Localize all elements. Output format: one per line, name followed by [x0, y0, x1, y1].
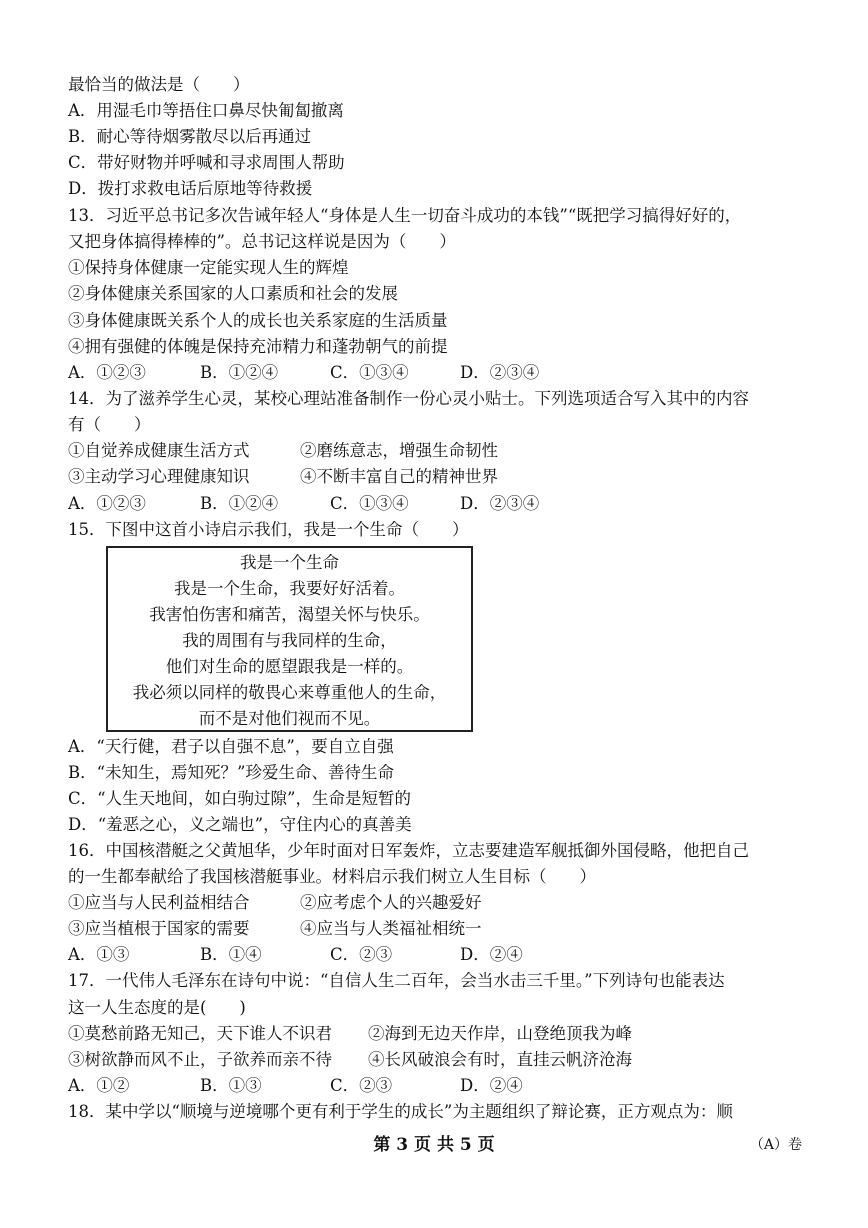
q17-items-row-2 [68, 1047, 806, 1073]
q13-option-b: B．①②④ [200, 363, 279, 382]
q13-stem-line-2: 又把身体搞得棒棒的”。总书记这样说是因为（ ） [68, 232, 456, 251]
q13-option-a: A．①②③ [68, 363, 146, 382]
q12-stem-tail: 最恰当的做法是（ ） [68, 75, 250, 94]
q16-items-row-1 [68, 890, 806, 916]
q13-option-d: D．②③④ [460, 363, 540, 382]
q17-stem-line-2: 这一人生态度的是( ) [68, 998, 246, 1017]
poem-line: 我必须以同样的敬畏心来尊重他人的生命， [132, 683, 447, 702]
q16-items-row-2 [68, 916, 806, 942]
q17-item-1: ①莫愁前路无知己，天下谁人不识君 [68, 1024, 332, 1043]
poem-box [106, 546, 473, 732]
paper-version: （A）卷 [749, 1137, 802, 1153]
q13-stem-line-1: 13．习近平总书记多次告诫年轻人“身体是人生一切奋斗成功的本钱”“既把学习搞得好好的， [68, 206, 742, 225]
q14-option-a: A．①②③ [68, 494, 146, 513]
q16-stem-line-1: 16．中国核潜艇之父黄旭华，少年时面对日军轰炸，立志要建造军舰抵御外国侵略，他把自己 [68, 841, 749, 860]
q18-stem: 18．某中学以“顺境与逆境哪个更有利于学生的成长”为主题组织了辩论赛，正方观点为：顺 [68, 1102, 733, 1121]
q14-item-4: ④不断丰富自己的精神世界 [300, 467, 498, 486]
q14-item-3: ③主动学习心理健康知识 [68, 467, 250, 486]
q15-option-a: A．“天行健，君子以自强不息”，要自立自强 [68, 737, 394, 756]
q17-item-2: ②海到无边天作岸，山登绝顶我为峰 [368, 1024, 632, 1043]
q16-option-d: D．②④ [460, 945, 523, 964]
q14-options [68, 491, 806, 517]
q14-items-row-1 [68, 438, 806, 464]
q13-item-2: ②身体健康关系国家的人口素质和社会的发展 [68, 284, 398, 303]
q14-stem-line-1: 14．为了滋养学生心灵，某校心理站准备制作一份心灵小贴士。下列选项适合写入其中的内容 [68, 389, 749, 408]
q17-stem-line-1: 17．一代伟人毛泽东在诗句中说：“自信人生二百年，会当水击三千里。”下列诗句也能表达 [68, 971, 725, 990]
poem-line: 他们对生命的愿望跟我是一样的。 [165, 657, 414, 676]
q16-option-b: B．①④ [200, 945, 262, 964]
q14-stem-line-2: 有（ ） [68, 415, 151, 434]
q16-item-1: ①应当与人民利益相结合 [68, 893, 250, 912]
q14-item-1: ①自觉养成健康生活方式 [68, 441, 250, 460]
q14-items-row-2 [68, 464, 806, 490]
q12-option-c: C．带好财物并呼喊和寻求周围人帮助 [68, 153, 345, 172]
q16-option-a: A．①③ [68, 945, 130, 964]
poem-line: 我害怕伤害和痛苦，渴望关怀与快乐。 [149, 605, 430, 624]
q17-options [68, 1073, 806, 1099]
q17-option-c: C．②③ [330, 1076, 393, 1095]
q14-item-2: ②磨练意志，增强生命韧性 [300, 441, 498, 460]
q17-item-4: ④长风破浪会有时，直挂云帆济沧海 [368, 1050, 632, 1069]
poem-line: 我是一个生命，我要好好活着。 [174, 579, 405, 598]
poem-title: 我是一个生命 [240, 553, 339, 572]
q16-item-3: ③应当植根于国家的需要 [68, 919, 250, 938]
poem-line: 而不是对他们视而不见。 [198, 709, 381, 728]
q12-option-a: A．用湿毛巾等捂住口鼻尽快匍匐撤离 [68, 101, 344, 120]
q14-option-c: C．①③④ [330, 494, 409, 513]
q15-option-b: B．“未知生，焉知死？”珍爱生命、善待生命 [68, 763, 394, 782]
q17-option-b: B．①③ [200, 1076, 262, 1095]
q15-option-c: C．“人生天地间，如白驹过隙”，生命是短暂的 [68, 789, 411, 808]
q16-item-2: ②应考虑个人的兴趣爱好 [300, 893, 482, 912]
q13-item-1: ①保持身体健康一定能实现人生的辉煌 [68, 258, 349, 277]
q16-option-c: C．②③ [330, 945, 393, 964]
q16-item-4: ④应当与人类福祉相统一 [300, 919, 482, 938]
q17-item-3: ③树欲静而风不止，子欲养而亲不待 [68, 1050, 332, 1069]
q16-options [68, 942, 806, 968]
q13-item-3: ③身体健康既关系个人的成长也关系家庭的生活质量 [68, 311, 448, 330]
q15-option-d: D．“羞恶之心，义之端也”，守住内心的真善美 [68, 815, 412, 834]
q17-option-a: A．①② [68, 1076, 130, 1095]
q13-option-c: C．①③④ [330, 363, 409, 382]
page-number: 第 3 页 共 5 页 [373, 1135, 495, 1155]
q14-option-d: D．②③④ [460, 494, 540, 513]
q14-option-b: B．①②④ [200, 494, 279, 513]
q13-options [68, 360, 806, 386]
q15-stem: 15．下图中这首小诗启示我们，我是一个生命（ ） [68, 520, 469, 539]
q17-option-d: D．②④ [460, 1076, 523, 1095]
poem-line: 我的周围有与我同样的生命， [182, 631, 397, 650]
q13-item-4: ④拥有强健的体魄是保持充沛精力和蓬勃朝气的前提 [68, 337, 448, 356]
q12-option-b: B．耐心等待烟雾散尽以后再通过 [68, 127, 312, 146]
q16-stem-line-2: 的一生都奉献给了我国核潜艇事业。材料启示我们树立人生目标（ ） [68, 867, 596, 886]
q12-option-d: D．拨打求救电话后原地等待救援 [68, 179, 313, 198]
q17-items-row-1 [68, 1021, 806, 1047]
